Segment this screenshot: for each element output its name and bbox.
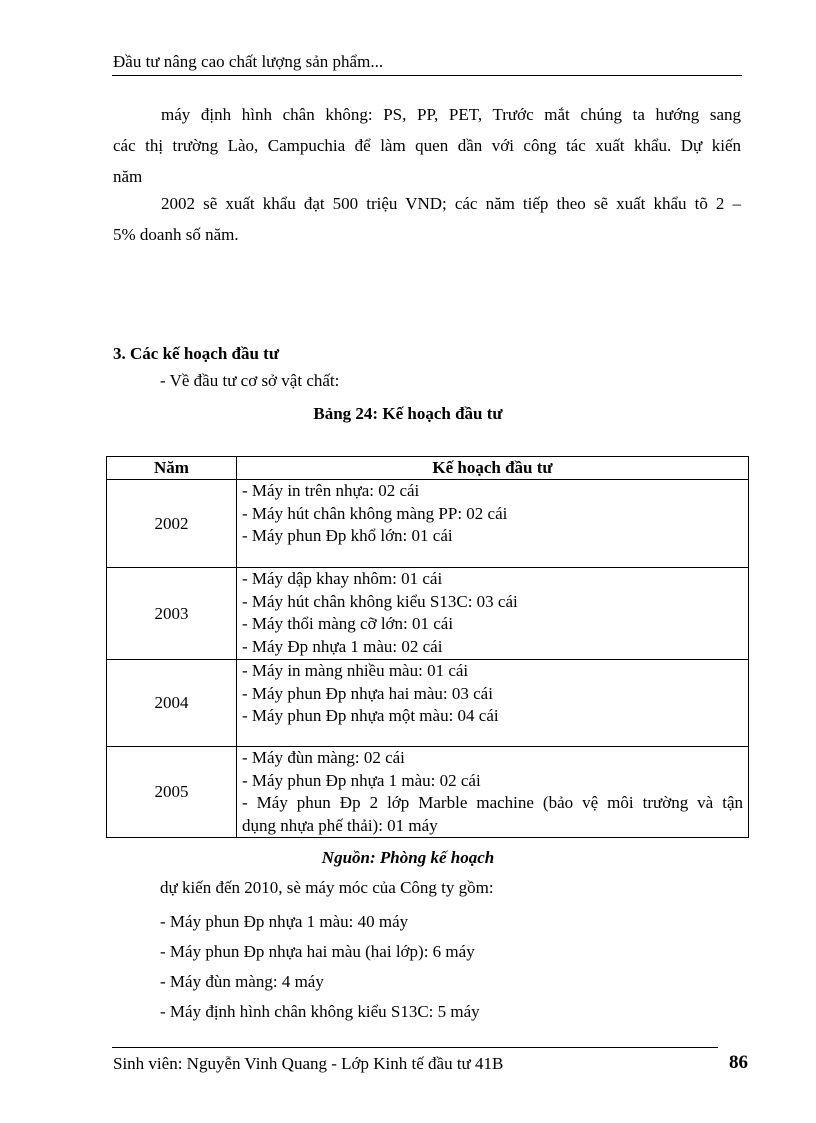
year-cell: 2002 bbox=[107, 480, 237, 568]
plan-item: - Máy dập khay nhôm: 01 cái bbox=[242, 569, 443, 588]
year-cell: 2003 bbox=[107, 568, 237, 660]
forecast-intro: dự kiến đến 2010, sè máy móc của Công ty gồm: bbox=[160, 878, 494, 897]
forecast-list bbox=[160, 907, 480, 1027]
header-cell-year: Năm bbox=[107, 457, 237, 480]
plan-cell bbox=[237, 568, 749, 660]
paragraph-export-forecast bbox=[113, 188, 741, 250]
plan-item: - Máy thổi màng cỡ lớn: 01 cái bbox=[242, 614, 454, 633]
table-source-note: Nguồn: Phòng kế hoạch bbox=[321, 848, 495, 867]
year-cell: 2004 bbox=[107, 660, 237, 747]
list-item: - Máy đùn màng: 4 máy bbox=[160, 972, 324, 991]
paragraph-line: năm bbox=[113, 167, 143, 186]
plan-item: dụng nhựa phế thải): 01 máy bbox=[242, 815, 438, 835]
table-row bbox=[107, 747, 749, 838]
plan-item: - Máy phun Đp 2 lớp Marble machine (bảo vệ môi trường và tận bbox=[242, 793, 743, 812]
header-divider bbox=[112, 75, 742, 76]
plan-item: - Máy phun Đp nhựa 1 màu: 02 cái bbox=[242, 770, 481, 790]
plan-item: - Máy in trên nhựa: 02 cái bbox=[242, 481, 420, 500]
list-item: - Máy phun Đp nhựa 1 màu: 40 máy bbox=[160, 912, 409, 931]
paragraph-export-markets bbox=[113, 99, 741, 192]
table-row bbox=[107, 480, 749, 568]
header-cell-plan: Kế hoạch đầu tư bbox=[237, 457, 749, 480]
plan-item: - Máy phun Đp khổ lớn: 01 cái bbox=[242, 526, 453, 545]
footer-divider bbox=[112, 1047, 718, 1048]
plan-item: - Máy in màng nhiều màu: 01 cái bbox=[242, 661, 469, 680]
paragraph-line: máy định hình chân không: PS, PP, PET, Trước mắt chúng ta hướng sang bbox=[161, 105, 741, 124]
table-header-row bbox=[107, 457, 749, 480]
plan-item: - Máy phun Đp nhựa hai màu: 03 cái bbox=[242, 683, 493, 703]
plan-item: - Máy hút chân không kiểu S13C: 03 cái bbox=[242, 591, 518, 611]
paragraph-line: 2002 sẽ xuất khẩu đạt 500 triệu VND; các năm tiếp theo sẽ xuất khẩu tõ 2 – bbox=[161, 194, 741, 213]
page-header-title: Đầu tư nâng cao chất lượng sản phẩm... bbox=[113, 52, 384, 71]
investment-plan-table bbox=[106, 456, 749, 838]
plan-cell bbox=[237, 480, 749, 568]
table-row bbox=[107, 568, 749, 660]
plan-item: - Máy đùn màng: 02 cái bbox=[242, 748, 405, 767]
plan-cell bbox=[237, 747, 749, 838]
subheading: - Về đầu tư cơ sở vật chất: bbox=[160, 371, 340, 390]
paragraph-line: 5% doanh số năm. bbox=[113, 225, 239, 244]
section-heading: 3. Các kế hoạch đầu tư bbox=[113, 344, 280, 363]
page-number: 86 bbox=[729, 1052, 748, 1073]
table-row bbox=[107, 660, 749, 747]
plan-item: - Máy phun Đp nhựa một màu: 04 cái bbox=[242, 706, 499, 725]
table-caption: Bảng 24: Kế hoạch đầu tư bbox=[313, 404, 503, 423]
paragraph-line: các thị trường Lào, Campuchia để làm quen dần với công tác xuất khẩu. Dự kiến bbox=[113, 136, 741, 155]
plan-item: - Máy Đp nhựa 1 màu: 02 cái bbox=[242, 636, 443, 656]
list-item: - Máy phun Đp nhựa hai màu (hai lớp): 6 máy bbox=[160, 942, 475, 961]
year-cell: 2005 bbox=[107, 747, 237, 838]
plan-item: - Máy hút chân không màng PP: 02 cái bbox=[242, 503, 508, 523]
plan-cell bbox=[237, 660, 749, 747]
list-item: - Máy định hình chân không kiểu S13C: 5 máy bbox=[160, 1002, 480, 1021]
footer-author: Sinh viên: Nguyễn Vinh Quang - Lớp Kinh tế đầu tư 41B bbox=[113, 1054, 504, 1073]
